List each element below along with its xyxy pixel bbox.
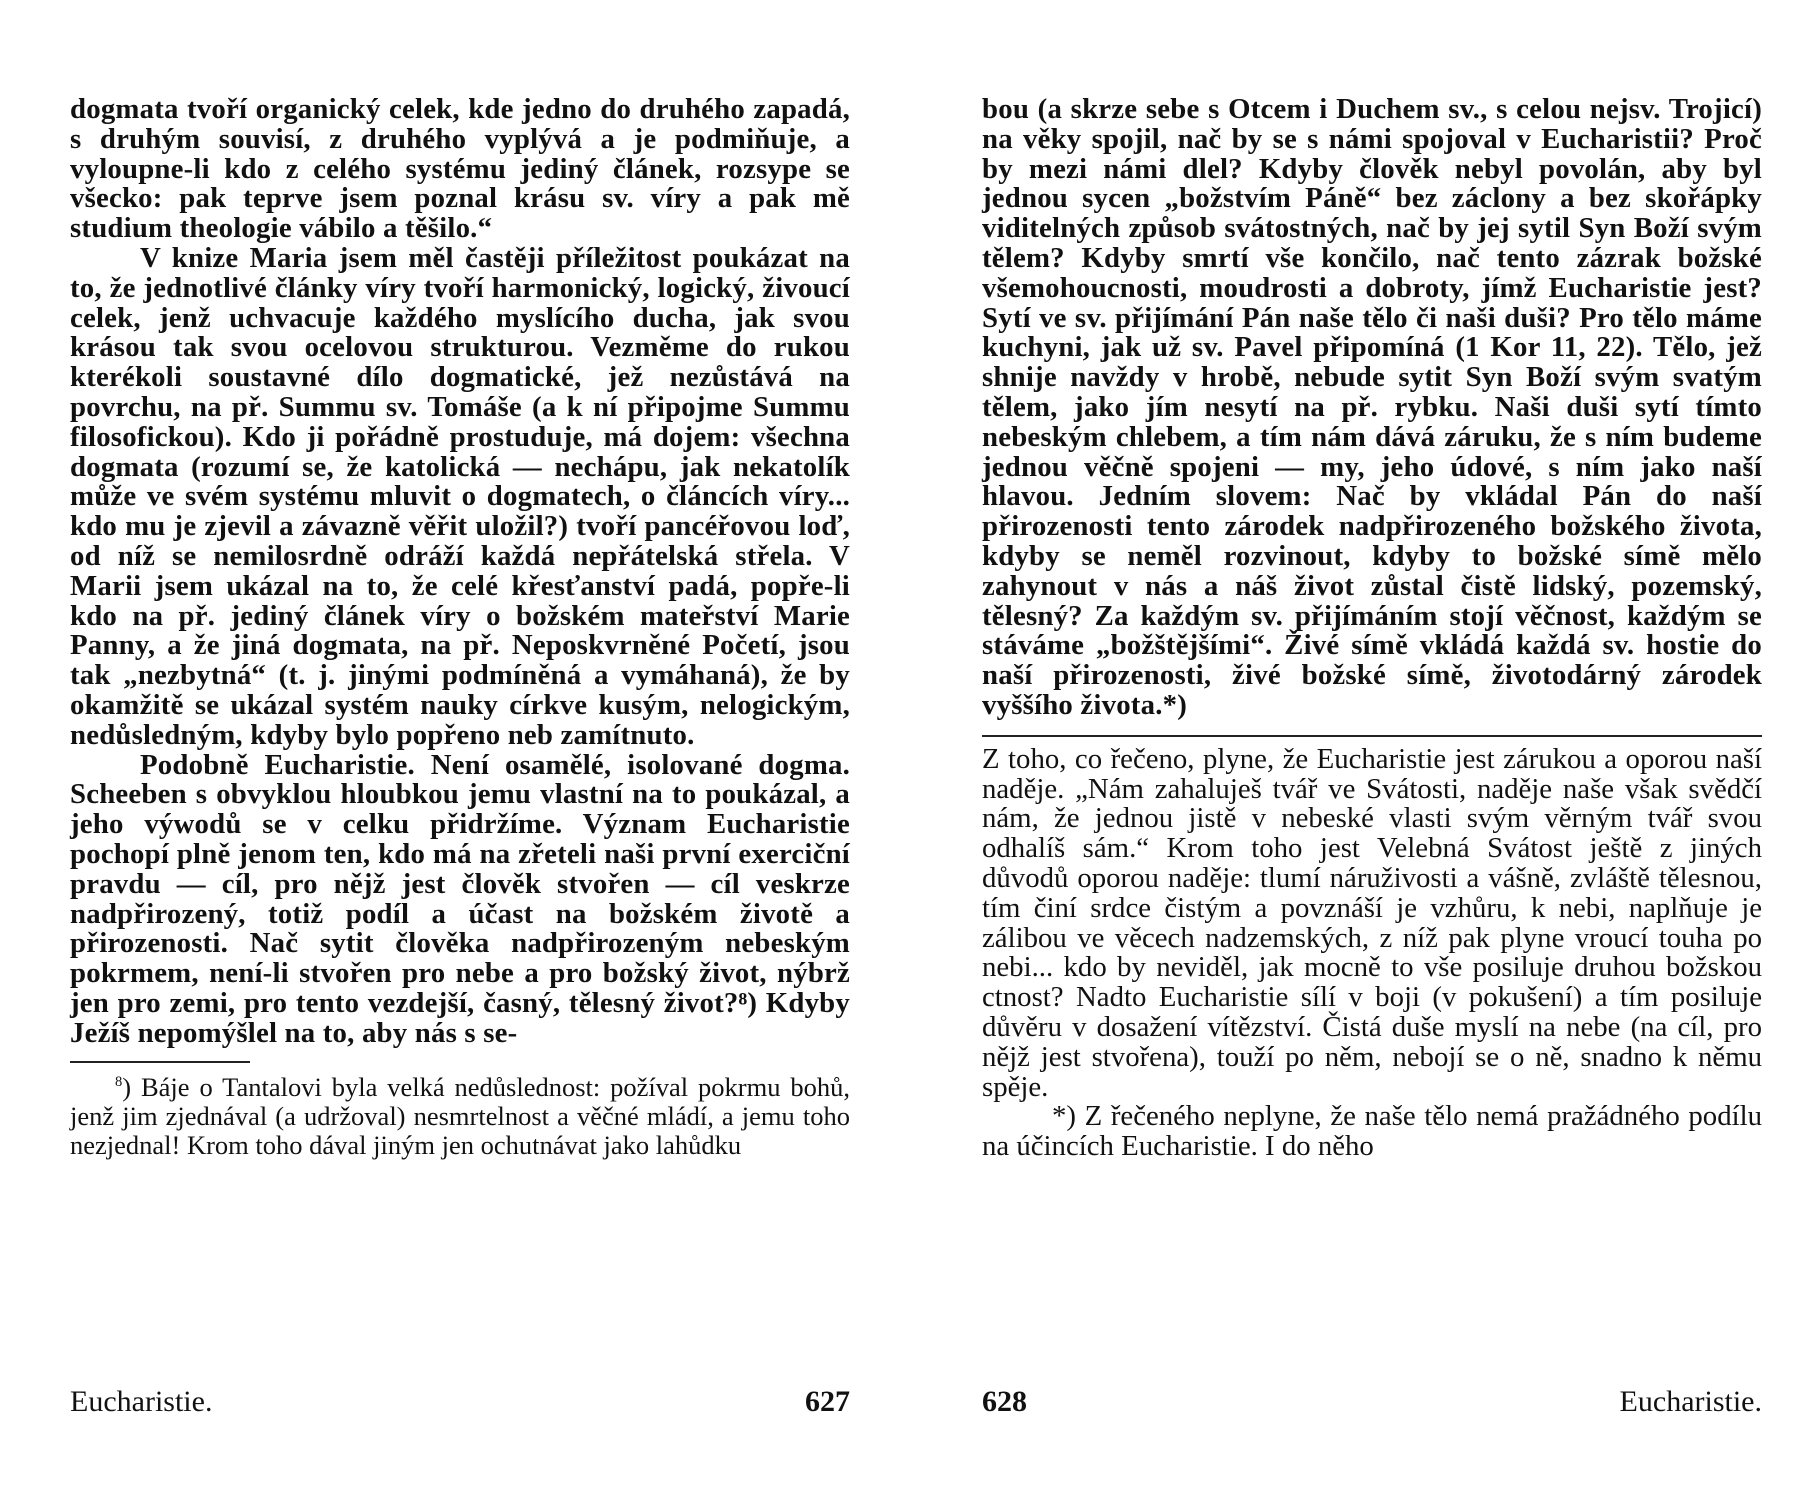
right-page-body xyxy=(982,95,1762,721)
right-running-title: Eucharistie. xyxy=(1619,1385,1762,1418)
right-paragraph-1: bou (a skrze sebe s Otcem i Duchem sv., s celou nejsv. Trojicí) na věky spojil, nač by se s námi spojoval v Eucharistii? Proč by mezi námi dlel? Kdyby člověk nebyl povolán, aby byl jednou sycen „božstvím Páně“ bez záclony a bez skořápky viditelných způsob svátostných, nač by jej sytil Syn Boží svým tělem? Kdyby smrtí vše končilo, nač tento zázrak božské všemohoucnosti, moudrosti a dobroty, jímž Eucharistie jest? Sytí ve sv. přijímání Pán naše tělo či naši duši? Pro tělo máme kuchyni, jak už sv. Pavel připomíná (1 Kor 11, 22). Tělo, jež shnije navždy v hrobě, nebude sytit Syn Boží svým svatým tělem, jako jím nesytí na př. rybku. Naši duši sytí tímto nebeským chlebem, a tím nám dává záruku, že s ním budeme jednou věčně spojeni — my, jeho údové, s ním jako naší hlavou. Jedním slovem: Nač by vkládal Pán do naší přirozenosti tento zárodek nadpřirozeného božského života, kdyby se neměl rozvinout, kdyby to božské símě mělo zahynout v nás a náš život zůstal čistě lidský, pozemský, tělesný? Za každým sv. přijímáním stojí věčnost, každým se stáváme „božštějšími“. Živé símě vkládá každá sv. hostie do naší přirozenosti, živé božské símě, životodárný zárodek vyššího života.*) xyxy=(982,93,1762,721)
left-paragraph-2: V knize Maria jsem měl častěji příležitost poukázat na to, že jednotlivé články víry tvoří harmonický, logický, živoucí celek, jenž uchvacuje každého myslícího ducha, jak svou krásou tak svou ocelovou strukturou. Vezměme do rukou kterékoli soustavné dílo dogmatické, jež nezůstává na povrchu, na př. Summu sv. Tomáše (a k ní připojme Summu filosofickou). Kdo ji pořádně prostuduje, má dojem: všechna dogmata (rozumí se, že katolická — nechápu, jak nekatolík může ve svém systému mluvit o dogmatech, o článcích víry... kdo mu je zjevil a závazně věřit uložil?) tvoří pancéřovou loď, od níž se nemilosrdně odráží každá nepřátelská střela. V Marii jsem ukázal na to, že celé křesťanství padá, popře-li kdo na př. jediný článek víry o božském mateřství Marie Panny, a že jiná dogmata, na př. Neposkvrněné Početí, jsou tak „nezbytná“ (t. j. jinými podmíněná a vymáhaná), že by okamžitě se ukázal systém nauky církve kusým, nelogickým, nedůsledným, kdyby bylo popřeno neb zamítnuto. xyxy=(70,241,850,751)
right-page xyxy=(982,95,1762,1162)
left-page-number: 627 xyxy=(805,1385,850,1418)
right-footnote: *) Z řečeného neplyne, že naše tělo nemá pražádného podílu na účincích Eucharistie. I do něho xyxy=(982,1100,1762,1163)
left-footnote xyxy=(70,1073,850,1160)
left-running-title: Eucharistie. xyxy=(70,1385,213,1418)
footnote-text: ) Báje o Tantalovi byla velká nedůslednost: požíval pokrmu bohů, jenž jim zjednával (a udržoval) nesmrtelnost a věčné mládí, a jemu toho nezjednal! Krom toho dával jiným jen ochutnávat jako lahůdku xyxy=(70,1071,850,1160)
footnote-mark: 8 xyxy=(115,1073,123,1090)
left-page xyxy=(70,95,850,1160)
section-divider xyxy=(982,735,1762,737)
footnote-divider xyxy=(70,1061,250,1063)
right-paragraph-2: Z toho, co řečeno, plyne, že Eucharistie jest zárukou a oporou naší naděje. „Nám zahaluješ tvář ve Svátosti, naděje naše však svědčí nám, že jednou jistě v nebeské vlasti svým věrným tvář svou odhalíš sám.“ Krom toho jest Velebná Svátost ještě z jiných důvodů oporou naděje: tlumí náruživosti a vášně, zvláště tělesnou, tím činí srdce čistým a povznáší je vzhůru, k nebi, naplňuje je zálibou ve věcech nadzemských, z níž pak plyne vroucí touha po nebi... kdo by neviděl, jak mocně to vše posiluje druhou božskou ctnost? Nadto Eucharistie sílí v boji (v pokušení) a tím posiluje důvěru v dosažení vítězství. Čistá duše myslí na nebe (na cíl, pro nějž jest stvořena), touží po něm, nebojí se o ně, snadno k němu spěje. xyxy=(982,742,1762,1103)
left-paragraph-3: Podobně Eucharistie. Není osamělé, isolované dogma. Scheeben s obvyklou hloubkou jemu vlastní na to poukázal, a jeho výwodů se v celku přidržíme. Význam Eucharistie pochopí plně jenom ten, kdo má na zřeteli naši první exerciční pravdu — cíl, pro nějž jest člověk stvořen — cíl veskrze nadpřirozený, totiž podíl a účast na božském životě a přirozenosti. Nač sytit člověka nadpřirozeným nebeským pokrmem, není-li stvořen pro nebe a pro božský život, nýbrž jen pro zemi, pro tento vezdejší, časný, tělesný život?⁸) Kdyby Ježíš nepomýšlel na to, aby nás s se- xyxy=(70,748,850,1049)
left-page-body xyxy=(70,95,850,1049)
left-paragraph-1: dogmata tvoří organický celek, kde jedno do druhého zapadá, s druhým souvisí, z druhého vyplývá a je podmiňuje, a vyloupne-li kdo z celého systému jediný článek, rozsype se všecko: pak teprve jsem poznal krásu sv. víry a pak mě studium theologie vábilo a těšilo.“ xyxy=(70,93,850,245)
right-page-number: 628 xyxy=(982,1385,1027,1418)
right-page-light-text xyxy=(982,742,1762,1163)
